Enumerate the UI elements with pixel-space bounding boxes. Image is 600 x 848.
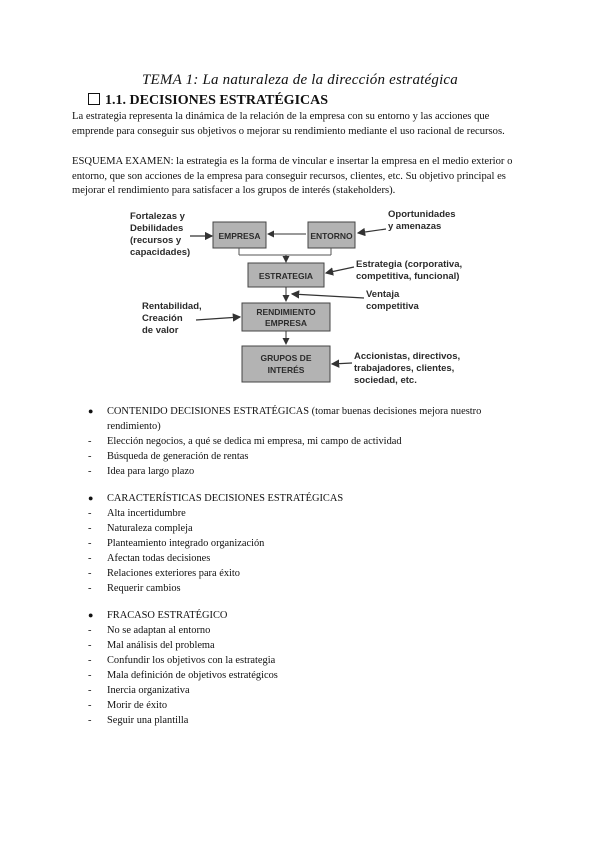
list-heading	[88, 491, 528, 506]
fortalezas-line: capacidades)	[130, 247, 191, 258]
dash-icon: -	[88, 436, 92, 447]
dash-icon: -	[88, 568, 92, 579]
dash-icon: -	[88, 466, 92, 477]
section-heading	[88, 93, 328, 109]
rentabilidad-line: Rentabilidad,	[142, 301, 202, 312]
fortalezas-line: Debilidades	[130, 223, 184, 234]
list-item	[88, 581, 528, 596]
list-item	[88, 653, 528, 668]
rentabilidad-line: de valor	[142, 325, 179, 336]
grupos-box-label: INTERÉS	[267, 365, 305, 375]
entorno-box-label: ENTORNO	[310, 231, 353, 241]
bullet-icon: ●	[88, 493, 94, 503]
fracaso-list	[88, 608, 528, 728]
estrategia-tipos-line: Estrategia (corporativa,	[356, 259, 463, 270]
list-heading-text: CONTENIDO DECISIONES ESTRATÉGICAS (tomar buenas decisiones mejora nuestro rendimiento)	[107, 406, 482, 432]
list-item-text: Morir de éxito	[107, 700, 168, 711]
section-heading-label: 1.1. DECISIONES ESTRATÉGICAS	[105, 93, 329, 108]
list-item	[88, 536, 528, 551]
list-item-text: Requerir cambios	[107, 583, 181, 594]
list-item-text: Mala definición de objetivos estratégicos	[107, 670, 278, 681]
dash-icon: -	[88, 523, 92, 534]
list-item-text: Búsqueda de generación de rentas	[107, 451, 249, 462]
dash-icon: -	[88, 538, 92, 549]
list-heading	[88, 608, 528, 623]
empresa-box-label: EMPRESA	[218, 231, 261, 241]
rendimiento-box-label: EMPRESA	[264, 318, 308, 328]
list-item-text: No se adaptan al entorno	[107, 625, 211, 636]
bullet-icon: ●	[88, 406, 94, 416]
dash-icon: -	[88, 655, 92, 666]
fortalezas-line: Fortalezas y	[130, 211, 185, 222]
ventaja-line: competitiva	[366, 301, 419, 312]
list-item-text: Inercia organizativa	[107, 685, 190, 696]
list-item-text: Planteamiento integrado organización	[107, 538, 265, 549]
fortalezas-line: (recursos y	[130, 235, 182, 246]
list-item	[88, 623, 528, 638]
list-item-text: Seguir una plantilla	[107, 715, 189, 726]
ventaja-line: Ventaja	[366, 289, 400, 300]
list-item-text: Afectan todas decisiones	[107, 553, 211, 564]
rentabilidad-line: Creación	[142, 313, 183, 324]
list-item	[88, 464, 528, 479]
dash-icon: -	[88, 685, 92, 696]
bullet-icon: ●	[88, 610, 94, 620]
estrategia-box-label: ESTRATEGIA	[258, 271, 314, 281]
strategy-diagram	[120, 205, 482, 390]
list-item-text: Confundir los objetivos con la estrategia	[107, 655, 276, 666]
dash-icon: -	[88, 553, 92, 564]
list-item-text: Naturaleza compleja	[107, 523, 193, 534]
list-heading-text: CARACTERÍSTICAS DECISIONES ESTRATÉGICAS	[107, 493, 344, 504]
contenido-list	[88, 404, 528, 479]
rendimiento-box-label: RENDIMIENTO	[256, 307, 316, 317]
list-item	[88, 551, 528, 566]
list-item	[88, 566, 528, 581]
list-item	[88, 713, 528, 728]
dash-icon: -	[88, 508, 92, 519]
oportunidades-line: Oportunidades	[388, 209, 456, 220]
dash-icon: -	[88, 625, 92, 636]
estrategia-tipos-label	[356, 259, 465, 282]
list-item-text: Alta incertidumbre	[107, 508, 186, 519]
accionistas-line: Accionistas, directivos,	[354, 351, 461, 362]
list-item	[88, 668, 528, 683]
estrategia-tipos-line: competitiva, funcional)	[356, 271, 460, 282]
list-item	[88, 683, 528, 698]
accionistas-line: trabajadores, clientes,	[354, 363, 455, 374]
dash-icon: -	[88, 583, 92, 594]
grupos-box-label: GRUPOS DE	[260, 353, 312, 363]
oportunidades-line: y amenazas	[388, 221, 442, 232]
esquema-paragraph: ESQUEMA EXAMEN: la estrategia es la forma de vincular e insertar la empresa en el medio exterior o entorno, que son acciones de la empresa para conseguir recursos, clientes, etc. Su objetivo principal es mejorar el rendimiento para satisfacer a los grupos de interés (stakeholders).	[72, 156, 513, 197]
list-item	[88, 434, 528, 449]
dash-icon: -	[88, 715, 92, 726]
dash-icon: -	[88, 451, 92, 462]
fortalezas-label	[130, 211, 190, 258]
caracteristicas-list	[88, 491, 528, 596]
list-heading	[88, 404, 528, 434]
dash-icon: -	[88, 670, 92, 681]
grupos-interes-box	[242, 346, 330, 382]
list-item-text: Idea para largo plazo	[107, 466, 195, 477]
list-item	[88, 698, 528, 713]
list-item	[88, 638, 528, 653]
list-item-text: Elección negocios, a qué se dedica mi empresa, mi campo de actividad	[107, 436, 402, 447]
page-title: TEMA 1: La naturaleza de la dirección estratégica	[141, 72, 458, 88]
list-item-text: Mal análisis del problema	[107, 640, 215, 651]
dash-icon: -	[88, 640, 92, 651]
intro-paragraph: La estrategia representa la dinámica de la relación de la empresa con su entorno y las acciones que emprende para conseguir sus objetivos o mejorar su rendimiento mediante el uso racional de recursos.	[72, 111, 505, 137]
list-item-text: Relaciones exteriores para éxito	[107, 568, 240, 579]
list-item	[88, 449, 528, 464]
list-item	[88, 506, 528, 521]
checkbox-icon	[88, 93, 100, 105]
list-item	[88, 521, 528, 536]
accionistas-line: sociedad, etc.	[354, 375, 417, 386]
dash-icon: -	[88, 700, 92, 711]
list-heading-text: FRACASO ESTRATÉGICO	[107, 610, 228, 621]
